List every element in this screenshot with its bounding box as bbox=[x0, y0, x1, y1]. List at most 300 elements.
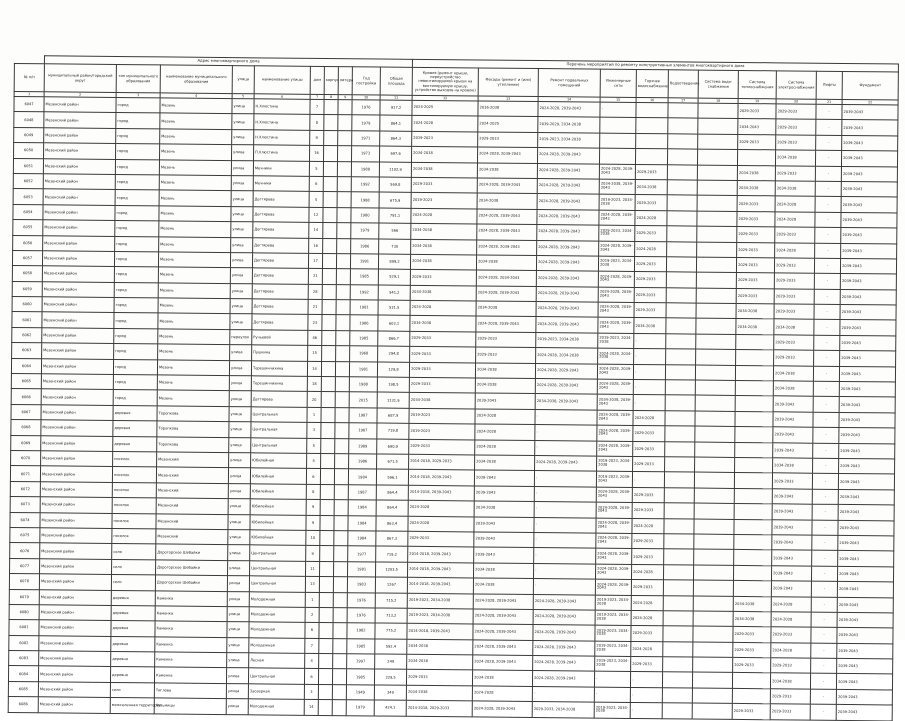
table-cell: 6056 bbox=[13, 235, 43, 251]
table-cell: 6057 bbox=[12, 250, 42, 266]
table-cell bbox=[668, 103, 698, 119]
table-cell: 2029-2033 bbox=[733, 642, 771, 658]
table-cell bbox=[336, 300, 350, 316]
table-cell: 866,7 bbox=[378, 331, 410, 347]
table-cell bbox=[333, 623, 347, 639]
table-cell: 2034-2038 bbox=[411, 254, 477, 270]
table-cell: Молодежная bbox=[249, 622, 305, 638]
table-cell bbox=[735, 427, 773, 443]
table-cell: 6 bbox=[306, 469, 320, 485]
table-cell: 2039-2043 bbox=[841, 181, 897, 197]
table-cell bbox=[666, 303, 696, 319]
table-cell: Мезенский район bbox=[43, 174, 115, 190]
column-header: Кровля (ремонт крыши, переустройство невентилируемой крыши на вентилируемую крышу, устройство выходов на кровлю) bbox=[412, 67, 478, 96]
table-cell: 2029-2033 bbox=[776, 135, 816, 151]
table-cell: 2024-2028, 2039-2043 bbox=[537, 240, 599, 256]
table-cell: 2029-2033 bbox=[774, 350, 814, 366]
table-cell: улица bbox=[231, 160, 253, 176]
table-cell: 3 bbox=[304, 684, 318, 700]
column-header: Фасады (ремонт и (или) утепление) bbox=[478, 68, 538, 97]
table-cell: 2024-2028 bbox=[408, 500, 474, 516]
table-cell: улица bbox=[231, 222, 253, 238]
table-cell: - bbox=[633, 395, 665, 411]
table-cell: Дегтярева bbox=[252, 253, 308, 269]
table-cell: Центральная bbox=[250, 561, 306, 577]
table-cell: - bbox=[534, 486, 596, 502]
table-cell: 863,4 bbox=[376, 516, 408, 532]
table-cell bbox=[322, 269, 336, 285]
table-cell: 4 bbox=[307, 453, 321, 469]
table-cell bbox=[734, 550, 772, 566]
table-cell: улица bbox=[231, 176, 253, 192]
table-cell: 2039-2043 bbox=[838, 566, 894, 582]
table-cell: 6068 bbox=[11, 420, 41, 436]
table-cell: 1 bbox=[307, 407, 321, 423]
table-cell: Мезенский район bbox=[41, 435, 113, 451]
table-cell: 2029-2033 bbox=[771, 627, 811, 643]
table-cell: 2039-2043 bbox=[836, 689, 892, 705]
table-cell: 2024-2028, 2039-2043 bbox=[477, 224, 537, 240]
table-cell: 21 bbox=[308, 269, 322, 285]
table-cell: - bbox=[534, 563, 596, 579]
table-cell: 2024-2028, 2039-2043 bbox=[596, 533, 632, 549]
table-cell: 2029-2033 bbox=[633, 441, 665, 457]
table-cell bbox=[663, 672, 693, 688]
table-cell bbox=[323, 192, 337, 208]
table-cell: 18 bbox=[307, 376, 321, 392]
table-cell: улица bbox=[229, 422, 251, 438]
table-cell bbox=[337, 207, 351, 223]
table-cell: 2039-2043 bbox=[838, 474, 894, 490]
table-cell: Центральная bbox=[251, 422, 307, 438]
column-header: Система теплоснабжения bbox=[738, 70, 776, 98]
table-cell: Мезенский район bbox=[43, 235, 115, 251]
table-cell: 2029-2033 bbox=[737, 227, 775, 243]
table-cell: 2024-2028, 2039-2043 bbox=[537, 163, 599, 179]
table-cell: Ручьевой bbox=[252, 330, 308, 346]
table-cell: Н.Хлюстина bbox=[254, 130, 310, 146]
column-number: 21 bbox=[816, 99, 842, 104]
table-cell bbox=[698, 103, 738, 119]
table-cell: 2034-2038 bbox=[774, 319, 814, 335]
table-cell bbox=[321, 361, 335, 377]
table-cell: 1976 bbox=[352, 100, 380, 116]
table-cell: Мезень bbox=[159, 206, 231, 222]
table-cell: 2019-2023, 2034-2038 bbox=[595, 656, 631, 672]
table-cell: 1987 bbox=[349, 408, 377, 424]
table-cell bbox=[322, 315, 336, 331]
table-cell bbox=[664, 503, 694, 519]
table-cell: 2024-2028 bbox=[632, 518, 664, 534]
table-cell: 2024-2028, 2039-2043 bbox=[472, 701, 532, 717]
table-cell: 569,8 bbox=[379, 177, 411, 193]
table-cell: 5 bbox=[309, 192, 323, 208]
table-cell: 2039-2043 bbox=[838, 505, 894, 521]
table-cell: 9 bbox=[306, 515, 320, 531]
table-cell: Мезенский район bbox=[39, 589, 111, 605]
table-cell: город bbox=[114, 267, 158, 283]
table-cell: 6067 bbox=[11, 404, 41, 420]
table-cell: 671,5 bbox=[377, 454, 409, 470]
table-cell: улица bbox=[229, 406, 251, 422]
table-cell: 14 bbox=[307, 361, 321, 377]
table-cell: 2039-2043 bbox=[841, 243, 897, 259]
table-cell: - bbox=[814, 273, 840, 289]
table-cell: Мезенский bbox=[157, 452, 229, 468]
table-cell: 20 bbox=[307, 392, 321, 408]
table-cell: 1988 bbox=[351, 161, 379, 177]
column-number: 22 bbox=[842, 99, 898, 105]
column-header: Год постройки bbox=[352, 67, 380, 95]
table-cell: 2024-2028, 2039-2043 bbox=[537, 225, 599, 241]
table-cell bbox=[697, 242, 737, 258]
column-header: литера bbox=[338, 67, 352, 95]
column-number: 16 bbox=[636, 97, 668, 102]
table-cell: Мезенский район bbox=[41, 420, 113, 436]
table-cell: 2029-2033 bbox=[631, 580, 663, 596]
table-cell: - bbox=[532, 686, 594, 702]
table-cell: 2024-2028, 2039-2043 bbox=[476, 316, 536, 332]
table-cell: улица bbox=[228, 514, 250, 530]
table-cell: Мезень bbox=[159, 221, 231, 237]
table-cell: 6073 bbox=[10, 497, 40, 513]
table-cell: Молодежная bbox=[249, 607, 305, 623]
table-cell: 1983 bbox=[347, 577, 375, 593]
table-cell: 6048 bbox=[14, 112, 44, 128]
table-cell: 2024-2028, 2039-2043 bbox=[535, 456, 597, 472]
table-cell bbox=[321, 438, 335, 454]
table-cell: - bbox=[600, 102, 636, 118]
table-cell bbox=[318, 669, 332, 685]
table-cell bbox=[668, 149, 698, 165]
column-number: 1 bbox=[14, 92, 44, 97]
table-cell bbox=[734, 488, 772, 504]
table-cell: Каменка bbox=[155, 637, 227, 653]
table-cell: Мезенский район bbox=[40, 497, 112, 513]
table-cell: 2034-2038 bbox=[473, 578, 533, 594]
table-cell bbox=[667, 211, 697, 227]
table-cell: 2034-2038 bbox=[410, 316, 476, 332]
table-cell bbox=[664, 518, 694, 534]
table-cell: Лесная bbox=[249, 653, 305, 669]
table-cell: 6053 bbox=[13, 189, 43, 205]
table-cell: 1988 bbox=[351, 192, 379, 208]
table-cell: 2039-2043 bbox=[837, 612, 893, 628]
table-cell: 2039-2043 bbox=[837, 658, 893, 674]
table-cell: 1267 bbox=[375, 577, 407, 593]
table-cell bbox=[696, 288, 736, 304]
table-cell: Центральная bbox=[251, 407, 307, 423]
table-body bbox=[8, 97, 898, 721]
table-cell: улица bbox=[229, 376, 251, 392]
table-cell: 2029-2033 bbox=[738, 134, 776, 150]
table-cell: улица bbox=[229, 437, 251, 453]
table-cell bbox=[319, 577, 333, 593]
table-cell bbox=[332, 700, 346, 716]
table-cell bbox=[692, 688, 732, 704]
table-cell: Мезенский район bbox=[40, 558, 112, 574]
table-cell: 2019-2023, 2034-2038 bbox=[599, 256, 635, 272]
table-cell: 2034-2038 bbox=[776, 150, 816, 166]
table-cell bbox=[697, 195, 737, 211]
table-cell: - bbox=[811, 643, 837, 659]
table-cell bbox=[636, 133, 668, 149]
table-cell: 775,2 bbox=[375, 623, 407, 639]
table-cell: межселенная территория bbox=[110, 698, 154, 714]
table-cell: - bbox=[815, 243, 841, 259]
table-cell: 6062 bbox=[12, 327, 42, 343]
table-cell: 2024-2028, 2039-2043 bbox=[596, 502, 632, 518]
table-cell: - bbox=[633, 379, 665, 395]
table-cell: - bbox=[810, 689, 836, 705]
table-cell: 9 bbox=[310, 130, 324, 146]
table-cell: Н.Хлюстина bbox=[254, 114, 310, 130]
table-cell bbox=[695, 442, 735, 458]
table-cell: 2024-2028, 2039-2043 bbox=[537, 209, 599, 225]
table-cell: 2029-2033 bbox=[774, 304, 814, 320]
table-cell: 2034-2038 bbox=[475, 378, 535, 394]
table-cell: 2034-2038 bbox=[409, 393, 475, 409]
table-cell: 2039-2043 bbox=[772, 566, 812, 582]
table-cell: Молодежная bbox=[249, 591, 305, 607]
table-cell bbox=[734, 473, 772, 489]
scanned-table-area bbox=[8, 55, 898, 721]
table-cell bbox=[334, 469, 348, 485]
table-cell: 17 bbox=[308, 253, 322, 269]
table-cell bbox=[692, 703, 732, 719]
table-cell bbox=[735, 396, 773, 412]
table-cell: 2024-2028, 2039-2043 bbox=[596, 518, 632, 534]
table-cell: 1203,5 bbox=[376, 562, 408, 578]
table-cell bbox=[667, 164, 697, 180]
table-cell: 1986 bbox=[350, 315, 378, 331]
table-cell: 2034-2038 bbox=[736, 319, 774, 335]
table-cell bbox=[334, 515, 348, 531]
column-number: 15 bbox=[600, 97, 636, 102]
table-cell: 23 bbox=[308, 315, 322, 331]
table-cell: 6076 bbox=[10, 543, 40, 559]
table-cell: - bbox=[815, 258, 841, 274]
table-cell bbox=[337, 223, 351, 239]
table-cell bbox=[322, 300, 336, 316]
table-cell bbox=[664, 534, 694, 550]
table-cell: Каменка bbox=[155, 652, 227, 668]
table-cell: - bbox=[534, 548, 596, 564]
table-cell bbox=[662, 688, 692, 704]
table-cell: 2029-2033 bbox=[736, 288, 774, 304]
table-cell: 2024-2028, 2039-2043 bbox=[533, 656, 595, 672]
table-cell: - bbox=[634, 333, 666, 349]
table-cell: 4 bbox=[305, 653, 319, 669]
column-number: 4 bbox=[160, 93, 232, 99]
table-cell bbox=[332, 684, 346, 700]
table-cell: 2034-2038 bbox=[411, 223, 477, 239]
table-cell: 2034-2038 bbox=[410, 285, 476, 301]
table-cell: Мезенский район bbox=[42, 312, 114, 328]
table-cell: 2029-2033 bbox=[775, 165, 815, 181]
table-cell: Мезень bbox=[160, 144, 232, 160]
table-cell bbox=[663, 580, 693, 596]
table-cell: - bbox=[814, 289, 840, 305]
table-cell: 6055 bbox=[13, 220, 43, 236]
table-cell bbox=[694, 503, 734, 519]
table-cell: Мезенский район bbox=[41, 358, 113, 374]
table-cell bbox=[696, 319, 736, 335]
table-cell: улица bbox=[232, 99, 254, 115]
column-number: 6 bbox=[254, 94, 310, 100]
table-cell bbox=[735, 365, 773, 381]
table-cell: 2014-2018, 2029-2033 bbox=[406, 701, 472, 717]
table-cell: Дегтярева bbox=[252, 283, 308, 299]
table-cell: - bbox=[811, 612, 837, 628]
table-cell: 2024-2028, 2039-2043 bbox=[537, 255, 599, 271]
table-cell: - bbox=[534, 532, 596, 548]
table-cell: 1979 bbox=[351, 223, 379, 239]
column-number: 14 bbox=[538, 97, 600, 103]
table-cell: 2024-2028 bbox=[771, 612, 811, 628]
table-cell: 2019-2023, 2034-2038 bbox=[598, 333, 634, 349]
table-cell: 2024-2028 bbox=[635, 210, 667, 226]
table-cell: 2039-2043 bbox=[842, 135, 898, 151]
table-cell: город bbox=[116, 97, 160, 113]
table-cell: 2019-2023 bbox=[411, 193, 477, 209]
table-cell: 198,5 bbox=[377, 377, 409, 393]
table-cell: село bbox=[112, 559, 156, 575]
table-cell: 2024-2028 bbox=[631, 610, 663, 626]
table-cell: 1984 bbox=[348, 469, 376, 485]
column-header: корпус bbox=[324, 66, 338, 94]
table-cell: - bbox=[816, 135, 842, 151]
table-cell: Мезенский район bbox=[44, 143, 116, 159]
table-cell: 2039-2043 bbox=[842, 151, 898, 167]
table-cell: улица bbox=[232, 114, 254, 130]
table-cell: город bbox=[113, 390, 157, 406]
table-cell: 2034-2038 bbox=[771, 673, 811, 689]
table-cell: 2034-2043 bbox=[738, 119, 776, 135]
table-cell: Мезень bbox=[158, 252, 230, 268]
table-cell: - bbox=[813, 381, 839, 397]
table-cell: 2039-2043 bbox=[475, 393, 535, 409]
table-cell: 1980 bbox=[351, 207, 379, 223]
column-header: дом bbox=[310, 66, 324, 94]
table-cell: 1979 bbox=[352, 115, 380, 131]
table-cell: 2024-2028 bbox=[631, 595, 663, 611]
table-cell: 2024-2028, 2034-2038 bbox=[598, 348, 634, 364]
table-cell: 6083 bbox=[9, 651, 39, 667]
table-cell bbox=[695, 395, 735, 411]
table-cell: 2039-2043 bbox=[842, 104, 898, 120]
table-cell: Мезень bbox=[159, 159, 231, 175]
table-cell: 2024-2028, 2039-2043 bbox=[533, 671, 595, 687]
table-cell bbox=[337, 177, 351, 193]
table-cell bbox=[697, 211, 737, 227]
table-cell: 2024-2028, 2034-2043 bbox=[476, 270, 536, 286]
table-cell: - bbox=[814, 320, 840, 336]
table-cell: город bbox=[113, 359, 157, 375]
table-cell: село bbox=[112, 544, 156, 560]
table-cell: деревня bbox=[111, 636, 155, 652]
table-cell: Мезенский район bbox=[39, 605, 111, 621]
column-header: Ремонт подвальных помещений bbox=[538, 69, 600, 98]
table-cell: - bbox=[534, 517, 596, 533]
column-number: 20 bbox=[776, 99, 816, 104]
table-cell bbox=[668, 118, 698, 134]
table-cell: 2039-2043 bbox=[841, 212, 897, 228]
table-cell: 2029-2033 bbox=[733, 627, 771, 643]
table-cell: Мезенский район bbox=[39, 620, 111, 636]
table-cell: 719,8 bbox=[377, 423, 409, 439]
table-cell: 2029-2033 bbox=[408, 531, 474, 547]
table-cell: 541,2 bbox=[378, 285, 410, 301]
table-cell bbox=[666, 272, 696, 288]
table-cell: 2034-2038, 2039-2043 bbox=[599, 179, 635, 195]
table-cell: 2 bbox=[305, 607, 319, 623]
table-cell: 2024-2028, 2039-2043 bbox=[597, 379, 633, 395]
table-cell: 864,4 bbox=[376, 500, 408, 516]
table-cell: 719,2 bbox=[376, 546, 408, 562]
table-cell: Мезенский район bbox=[40, 512, 112, 528]
table-cell: 2024-2028, 2039-2043 bbox=[533, 609, 595, 625]
table-cell: улица bbox=[228, 545, 250, 561]
table-cell bbox=[665, 426, 695, 442]
table-cell: 1984 bbox=[348, 531, 376, 547]
table-cell: - bbox=[811, 658, 837, 674]
table-cell: 2034-2038 bbox=[635, 179, 667, 195]
table-cell: 2039-2043 bbox=[772, 535, 812, 551]
table-cell: 8 bbox=[306, 484, 320, 500]
address-group-header: Адрес многоквартирного дома bbox=[44, 56, 412, 68]
table-cell: Мезень bbox=[160, 113, 232, 129]
table-cell: Торопкова bbox=[157, 436, 229, 452]
table-cell bbox=[695, 457, 735, 473]
table-cell: 917,2 bbox=[380, 100, 412, 116]
table-cell bbox=[320, 469, 334, 485]
table-cell: 2029-2033 bbox=[634, 303, 666, 319]
table-cell: 14 bbox=[304, 700, 318, 716]
table-cell bbox=[698, 149, 738, 165]
table-cell: 2024-2028, 2039-2043 bbox=[536, 317, 598, 333]
table-cell: 2029-2033 bbox=[632, 549, 664, 565]
column-header: Система водо-снабжения bbox=[698, 70, 738, 98]
table-cell: 9 bbox=[306, 546, 320, 562]
table-cell bbox=[332, 669, 346, 685]
column-header: наименование муниципального образования bbox=[160, 65, 232, 94]
table-cell: 6060 bbox=[12, 297, 42, 313]
table-cell bbox=[335, 407, 349, 423]
table-cell: 6050 bbox=[14, 143, 44, 159]
table-cell bbox=[334, 561, 348, 577]
table-cell: 12 bbox=[309, 207, 323, 223]
table-cell: 2024-2028 bbox=[475, 440, 535, 456]
table-cell: 715,2 bbox=[375, 592, 407, 608]
table-cell bbox=[694, 565, 734, 581]
table-cell: - bbox=[594, 687, 630, 703]
table-cell: Мезенский район bbox=[42, 251, 114, 267]
table-cell: 1991 bbox=[350, 254, 378, 270]
table-cell: Заозерная bbox=[248, 684, 304, 700]
table-cell: деревня bbox=[113, 436, 157, 452]
table-cell: 129,8 bbox=[377, 362, 409, 378]
table-cell: 11 bbox=[306, 561, 320, 577]
table-cell: 1981 bbox=[350, 300, 378, 316]
table-cell bbox=[666, 334, 696, 350]
table-cell: 2039-2043 bbox=[841, 166, 897, 182]
table-cell: 2024-2028, 2039-2043 bbox=[599, 210, 635, 226]
table-cell: Мезенский район bbox=[40, 466, 112, 482]
table-cell: Мезень bbox=[159, 190, 231, 206]
table-cell bbox=[734, 565, 772, 581]
table-cell: - bbox=[813, 427, 839, 443]
